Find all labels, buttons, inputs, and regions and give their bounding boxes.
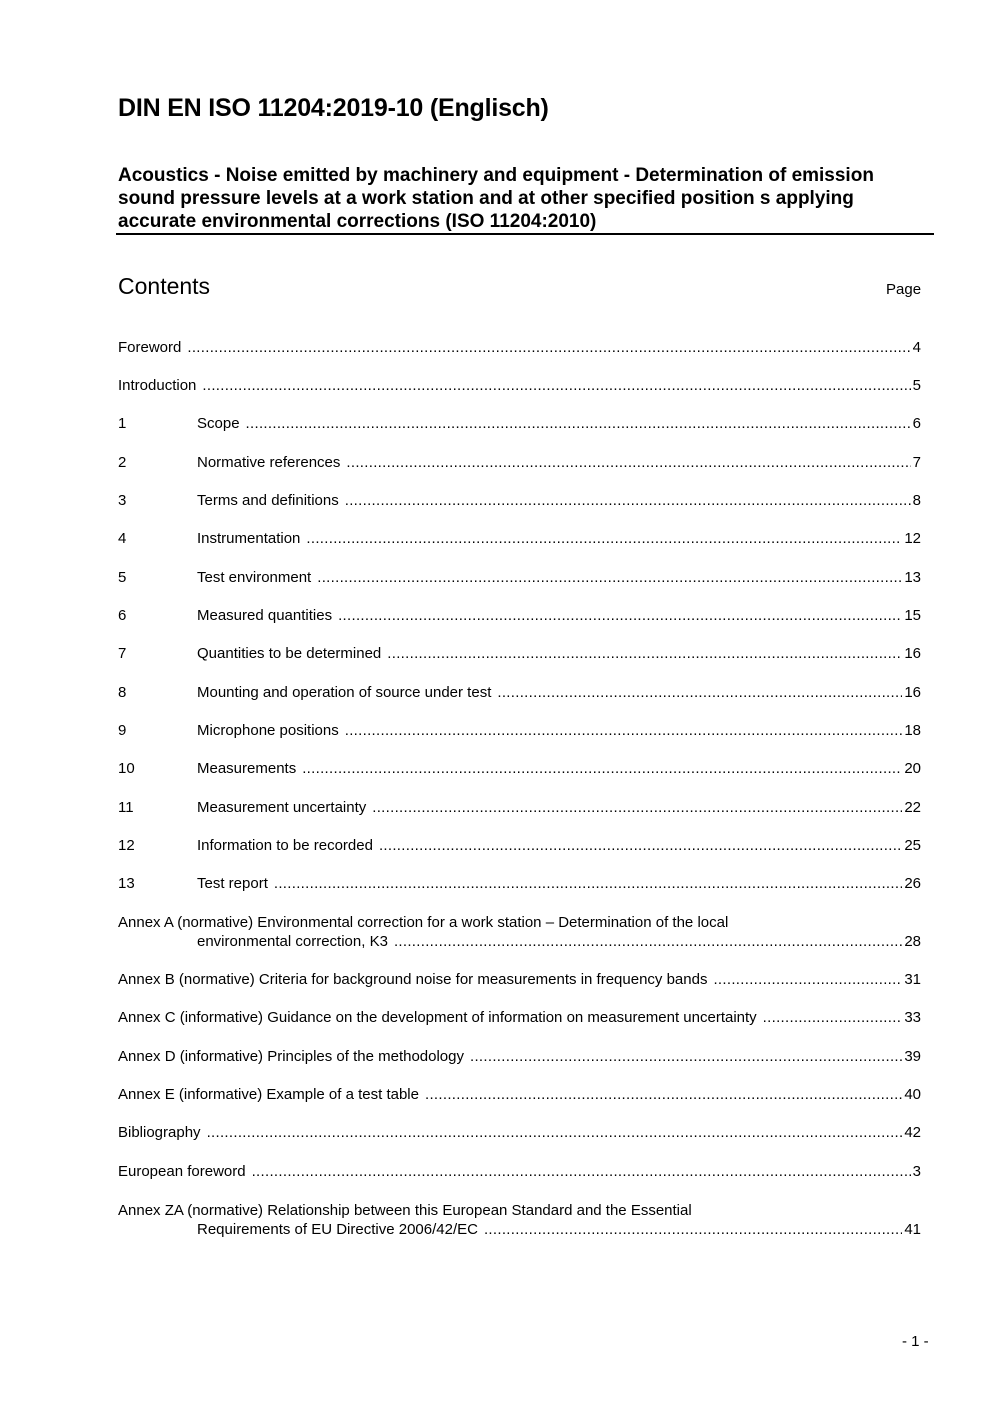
- toc-dot-leader: [484, 1220, 902, 1240]
- toc-entry-number: 10: [118, 760, 135, 777]
- toc-entry-number: 8: [118, 684, 127, 701]
- toc-entry-title: Scope: [197, 415, 240, 432]
- toc-entry[interactable]: [118, 970, 921, 990]
- toc-entry[interactable]: [118, 1047, 921, 1067]
- toc-entry-title: Annex E (informative) Example of a test table: [118, 1086, 419, 1103]
- toc-entry-title: Quantities to be determined: [197, 645, 382, 662]
- toc-entry[interactable]: [197, 414, 921, 434]
- toc-dot-leader: [379, 836, 902, 856]
- toc-entry-page: 42: [904, 1124, 921, 1141]
- toc-entry[interactable]: [197, 568, 921, 588]
- toc-entry-page: 33: [904, 1009, 921, 1026]
- toc-entry-number: 1: [118, 415, 127, 432]
- toc-dot-leader: [394, 932, 902, 952]
- toc-dot-leader: [425, 1085, 902, 1105]
- toc-dot-leader: [274, 874, 902, 894]
- toc-entry-title: Annex C (informative) Guidance on the development of information on measurement uncertainty: [118, 1009, 757, 1026]
- toc-entry[interactable]: [197, 874, 921, 894]
- toc-entry-page: 7: [912, 454, 921, 471]
- toc-entry-page: 3: [912, 1163, 921, 1180]
- toc-entry-number: 5: [118, 569, 127, 586]
- toc-entry-title: Normative references: [197, 454, 341, 471]
- toc-entry-page: 22: [904, 799, 921, 816]
- toc-entry[interactable]: [197, 644, 921, 664]
- toc-entry-title: Foreword: [118, 339, 182, 356]
- toc-entry-title: Annex B (normative) Criteria for background noise for measurements in frequency bands: [118, 971, 708, 988]
- toc-entry-title: Requirements of EU Directive 2006/42/EC: [197, 1221, 478, 1238]
- toc-dot-leader: [387, 644, 902, 664]
- toc-dot-leader: [246, 414, 911, 434]
- toc-dot-leader: [317, 568, 902, 588]
- toc-dot-leader: [207, 1123, 903, 1143]
- toc-entry[interactable]: [197, 606, 921, 626]
- page-number: - 1 -: [902, 1333, 929, 1350]
- toc-entry-title: Measured quantities: [197, 607, 333, 624]
- toc-dot-leader: [306, 529, 902, 549]
- toc-entry-number: 9: [118, 722, 127, 739]
- toc-entry-number: 4: [118, 530, 127, 547]
- toc-entry[interactable]: [197, 529, 921, 549]
- document-title: DIN EN ISO 11204:2019-10 (Englisch): [118, 94, 549, 122]
- toc-entry-page: 28: [904, 933, 921, 950]
- toc-dot-leader: [202, 376, 910, 396]
- toc-dot-leader: [346, 453, 910, 473]
- toc-entry-page: 18: [904, 722, 921, 739]
- toc-entry-title: Bibliography: [118, 1124, 201, 1141]
- toc-entry-page: 40: [904, 1086, 921, 1103]
- toc-entry-title: Information to be recorded: [197, 837, 373, 854]
- toc-entry-page: 13: [904, 569, 921, 586]
- toc-entry-page: 26: [904, 875, 921, 892]
- toc-dot-leader: [713, 970, 902, 990]
- subtitle-line: Acoustics - Noise emitted by machinery and equipment - Determination of emission: [118, 165, 874, 186]
- toc-entry-page: 31: [904, 971, 921, 988]
- toc-entry-page: 41: [904, 1221, 921, 1238]
- toc-entry-title: Measurement uncertainty: [197, 799, 367, 816]
- toc-entry-page: 39: [904, 1048, 921, 1065]
- toc-entry[interactable]: [118, 338, 921, 358]
- toc-entry-number: 2: [118, 454, 127, 471]
- toc-dot-leader: [338, 606, 902, 626]
- toc-entry-page: 16: [904, 645, 921, 662]
- toc-entry[interactable]: [118, 1162, 921, 1182]
- toc-entry-number: 12: [118, 837, 135, 854]
- toc-dot-leader: [372, 798, 902, 818]
- toc-entry-page: 15: [904, 607, 921, 624]
- toc-entry-title: Terms and definitions: [197, 492, 339, 509]
- toc-entry[interactable]: [197, 932, 921, 952]
- toc-entry-page: 8: [912, 492, 921, 509]
- subtitle-line: accurate environmental corrections (ISO 11204:2010): [118, 211, 597, 232]
- toc-entry-number: 13: [118, 875, 135, 892]
- toc-dot-leader: [497, 683, 902, 703]
- toc-dot-leader: [252, 1162, 911, 1182]
- toc-entry[interactable]: [197, 836, 921, 856]
- toc-entry[interactable]: [118, 1085, 921, 1105]
- toc-entry-page: 6: [912, 415, 921, 432]
- toc-dot-leader: [302, 759, 902, 779]
- toc-entry[interactable]: [197, 683, 921, 703]
- toc-entry[interactable]: [197, 759, 921, 779]
- toc-dot-leader: [470, 1047, 902, 1067]
- toc-entry-number: 6: [118, 607, 127, 624]
- toc-entry-title: Measurements: [197, 760, 297, 777]
- toc-dot-leader: [763, 1008, 903, 1028]
- contents-heading: Contents: [118, 273, 211, 299]
- toc-entry-number: 7: [118, 645, 127, 662]
- toc-entry-title: European foreword: [118, 1163, 246, 1180]
- toc-entry-first-line: Annex A (normative) Environmental correction for a work station – Determination of the local: [118, 914, 729, 931]
- toc-entry-title: Introduction: [118, 377, 197, 394]
- toc-entry-page: 25: [904, 837, 921, 854]
- toc-entry-title: Test report: [197, 875, 268, 892]
- toc-entry-title: Mounting and operation of source under test: [197, 684, 492, 701]
- toc-entry-title: environmental correction, K3: [197, 933, 388, 950]
- toc-dot-leader: [345, 721, 903, 741]
- toc-entry[interactable]: [197, 721, 921, 741]
- toc-entry-title: Microphone positions: [197, 722, 339, 739]
- toc-entry[interactable]: [197, 798, 921, 818]
- toc-entry[interactable]: [118, 376, 921, 396]
- toc-dot-leader: [345, 491, 911, 511]
- toc-entry[interactable]: [197, 453, 921, 473]
- toc-entry-page: 5: [912, 377, 921, 394]
- toc-entry-first-line: Annex ZA (normative) Relationship between this European Standard and the Essential: [118, 1202, 692, 1219]
- toc-entry-page: 4: [912, 339, 921, 356]
- toc-entry[interactable]: [197, 1220, 921, 1240]
- toc-entry[interactable]: [118, 1008, 921, 1028]
- toc-entry-title: Annex D (informative) Principles of the methodology: [118, 1048, 464, 1065]
- toc-entry-number: 11: [118, 799, 134, 816]
- toc-entry-title: Instrumentation: [197, 530, 301, 547]
- page-column-heading: Page: [886, 281, 922, 298]
- toc-entry-page: 16: [904, 684, 921, 701]
- toc-entry-title: Test environment: [197, 569, 312, 586]
- subtitle-line: sound pressure levels at a work station and at other specified position s applying: [118, 188, 854, 209]
- toc-dot-leader: [187, 338, 910, 358]
- toc-entry-number: 3: [118, 492, 127, 509]
- toc-entry-page: 20: [904, 760, 921, 777]
- toc-entry-page: 12: [904, 530, 921, 547]
- toc-entry[interactable]: [118, 1123, 921, 1143]
- toc-entry[interactable]: [197, 491, 921, 511]
